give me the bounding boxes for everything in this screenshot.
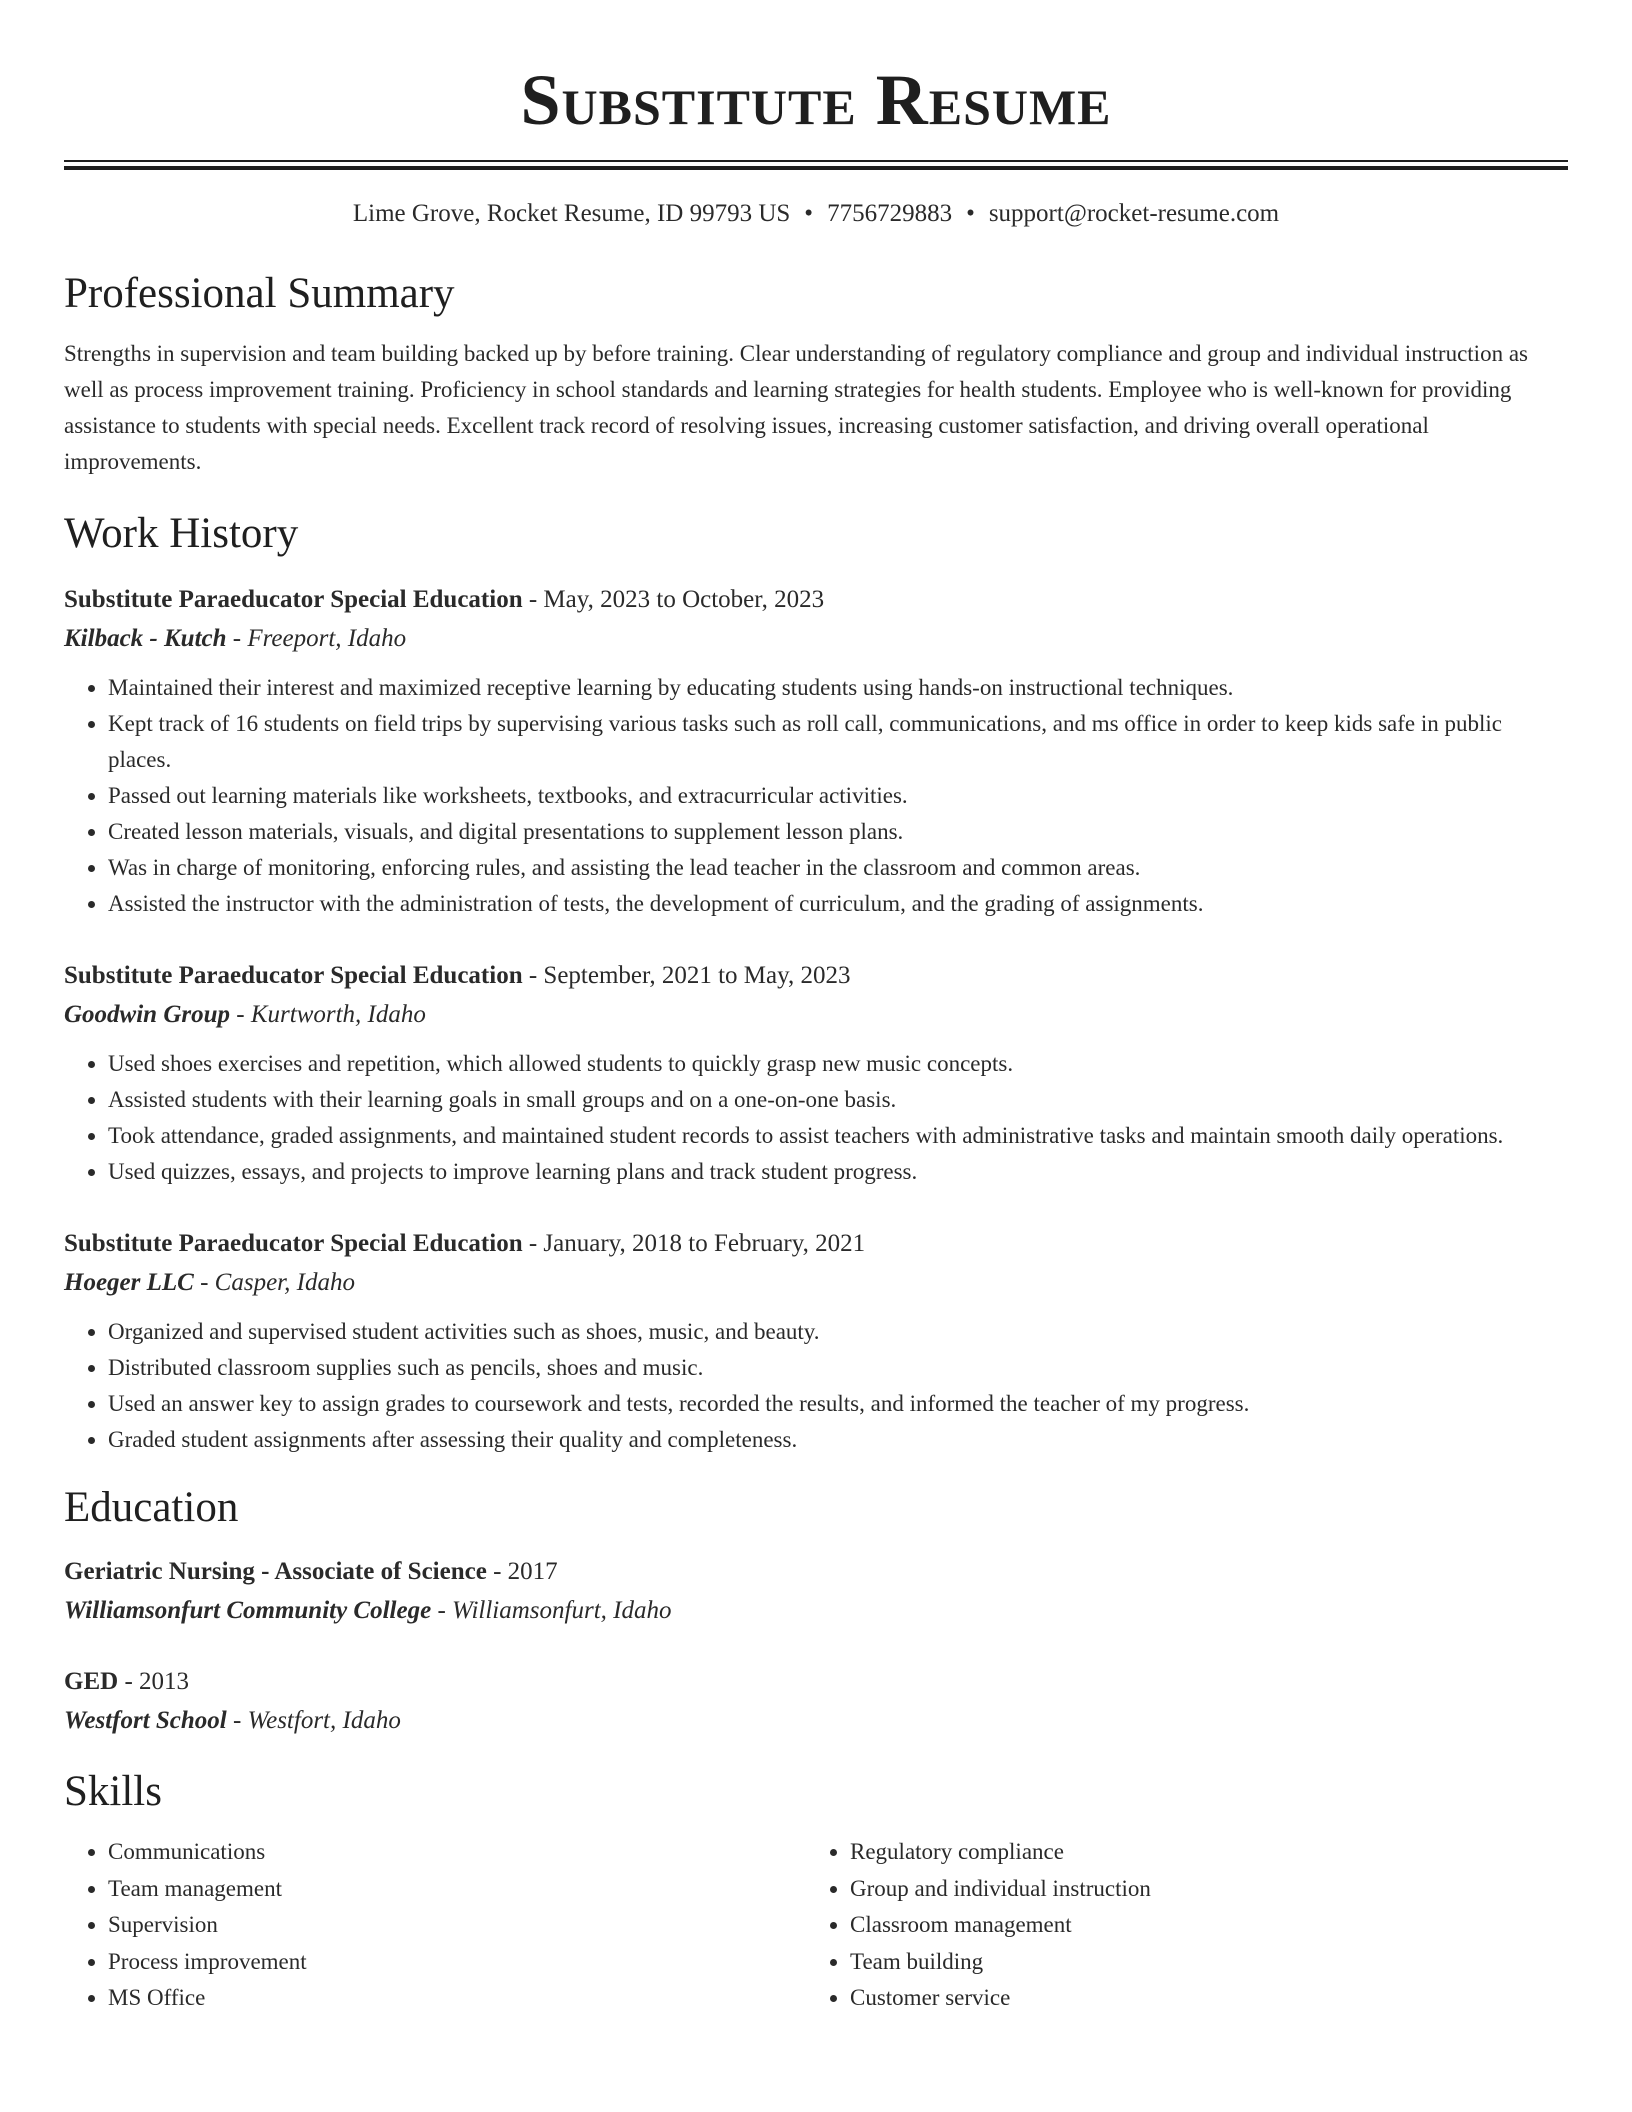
education-school-line	[64, 1591, 1568, 1630]
skill-item: • Communications	[108, 1834, 806, 1871]
job-duty: • Used shoes exercises and repetition, which allowed students to quickly grasp new music concepts.	[108, 1046, 1568, 1082]
title-divider	[64, 160, 1568, 170]
job-duty: • Distributed classroom supplies such as pencils, shoes and music.	[108, 1350, 1568, 1386]
job-duty: • Kept track of 16 students on field trips by supervising various tasks such as roll call, communications, and ms office in order to keep kids safe in public places.	[108, 706, 1568, 778]
summary-heading: Professional Summary	[64, 270, 455, 317]
education-location: - Westfort, Idaho	[226, 1707, 401, 1734]
education-year: - 2017	[486, 1558, 558, 1585]
job-location: - Freeport, Idaho	[226, 625, 407, 652]
skill-item: • Group and individual instruction	[850, 1871, 1548, 1908]
job-duty: • Maintained their interest and maximized receptive learning by educating students using hands-on instructional techniques.	[108, 670, 1568, 706]
education-entry	[64, 1662, 1568, 1740]
resume-title: Substitute Resume	[520, 60, 1112, 140]
job-company-line	[64, 1263, 1568, 1302]
skill-item: • Team building	[850, 1944, 1548, 1981]
job-entry	[64, 956, 1568, 1190]
job-entry	[64, 580, 1568, 922]
job-company: Hoeger LLC	[64, 1269, 194, 1296]
skill-item: • Process improvement	[108, 1944, 806, 1981]
job-company-line	[64, 995, 1568, 1034]
education-degree: Geriatric Nursing - Associate of Science	[64, 1558, 487, 1585]
skills-column-left	[64, 1834, 806, 2017]
job-duty: • Passed out learning materials like worksheets, textbooks, and extracurricular activities.	[108, 778, 1568, 814]
education-school: Williamsonfurt Community College	[64, 1597, 432, 1624]
skill-item: • Customer service	[850, 1980, 1548, 2017]
job-duty: • Graded student assignments after assessing their quality and completeness.	[108, 1422, 1568, 1458]
education-degree: GED	[64, 1668, 119, 1695]
job-title-line	[64, 1224, 1568, 1263]
education-heading: Education	[64, 1484, 239, 1531]
job-title-line	[64, 956, 1568, 995]
education-school-line	[64, 1701, 1568, 1740]
skills-list	[64, 1834, 1568, 2017]
education-degree-line	[64, 1662, 1568, 1701]
education-location: - Williamsonfurt, Idaho	[431, 1597, 672, 1624]
education-degree-line	[64, 1552, 1568, 1591]
education-entry	[64, 1552, 1568, 1630]
work-history-heading: Work History	[64, 510, 299, 557]
contact-address: Lime Grove, Rocket Resume, ID 99793 US	[352, 200, 791, 227]
job-company: Goodwin Group	[64, 1001, 231, 1028]
job-duty: • Used an answer key to assign grades to coursework and tests, recorded the results, and informed the teacher of my progress.	[108, 1386, 1568, 1422]
job-duty: • Took attendance, graded assignments, and maintained student records to assist teachers with administrative tasks and maintain smooth daily operations.	[108, 1118, 1568, 1154]
job-duty: • Used quizzes, essays, and projects to improve learning plans and track student progress.	[108, 1154, 1568, 1190]
skills-column-right	[806, 1834, 1548, 2017]
job-dates: - January, 2018 to February, 2021	[522, 1230, 866, 1257]
contact-phone: 7756729883	[827, 200, 953, 227]
skills-heading: Skills	[64, 1768, 162, 1815]
job-title: Substitute Paraeducator Special Education	[64, 1230, 523, 1257]
skill-item: • MS Office	[108, 1980, 806, 2017]
job-location: - Casper, Idaho	[193, 1269, 355, 1296]
job-company-line	[64, 619, 1568, 658]
contact-line	[64, 198, 1568, 230]
skill-item: • Classroom management	[850, 1907, 1548, 1944]
job-duty: • Created lesson materials, visuals, and digital presentations to supplement lesson plans.	[108, 814, 1568, 850]
job-entry	[64, 1224, 1568, 1458]
skill-item: • Supervision	[108, 1907, 806, 1944]
summary-text: Strengths in supervision and team building backed up by before training. Clear understanding of regulatory compliance and group and individual instruction as well as process improvement training. Proficiency in school standards and learning strategies for health students. Employee who is well-known for providing assistance to students with special needs. Excellent track record of resolving issues, increasing customer satisfaction, and driving overall operational improvements.	[64, 341, 1528, 474]
job-title-line	[64, 580, 1568, 619]
job-duty: • Was in charge of monitoring, enforcing rules, and assisting the lead teacher in the classroom and common areas.	[108, 850, 1568, 886]
job-duties	[64, 1046, 1568, 1190]
job-duties	[64, 1314, 1568, 1458]
education-year: - 2013	[118, 1668, 190, 1695]
job-dates: - May, 2023 to October, 2023	[522, 586, 825, 613]
skill-item: • Regulatory compliance	[850, 1834, 1548, 1871]
education-school: Westfort School	[64, 1707, 227, 1734]
contact-separator: •	[966, 200, 975, 227]
job-title: Substitute Paraeducator Special Education	[64, 586, 523, 613]
job-dates: - September, 2021 to May, 2023	[522, 962, 851, 989]
contact-separator: •	[804, 200, 814, 227]
job-duties	[64, 670, 1568, 922]
job-duty: • Organized and supervised student activities such as shoes, music, and beauty.	[108, 1314, 1568, 1350]
skill-item: • Team management	[108, 1871, 806, 1908]
job-title: Substitute Paraeducator Special Education	[64, 962, 523, 989]
job-duty: • Assisted the instructor with the administration of tests, the development of curriculum, and the grading of assignments.	[108, 886, 1568, 922]
contact-email: support@rocket-resume.com	[988, 200, 1280, 227]
job-company: Kilback - Kutch	[64, 625, 227, 652]
job-location: - Kurtworth, Idaho	[230, 1001, 426, 1028]
job-duty: • Assisted students with their learning goals in small groups and on a one-on-one basis.	[108, 1082, 1568, 1118]
